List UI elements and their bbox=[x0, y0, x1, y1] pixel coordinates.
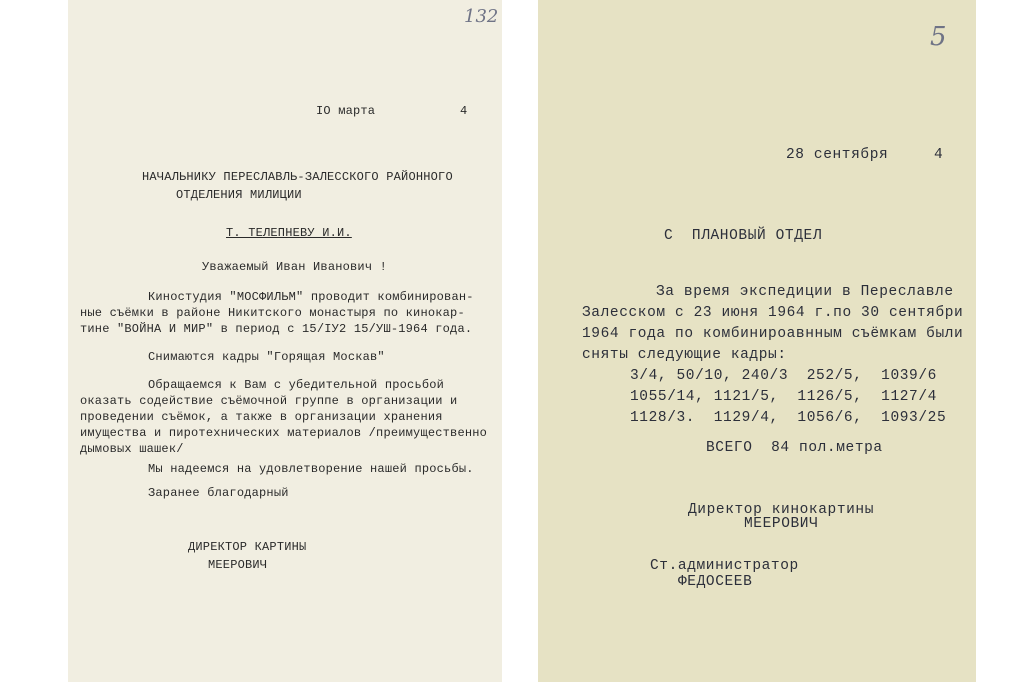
director-name: МЕЕРОВИЧ bbox=[744, 516, 819, 532]
document-right bbox=[538, 0, 976, 682]
admin-name: ФЕДОСЕЕВ bbox=[678, 574, 753, 590]
page-number: 5 bbox=[930, 22, 947, 52]
paragraph-4: Мы надеемся на удовлетворение нашей просьбы. bbox=[148, 462, 474, 476]
frames-line-2: 1055/14, 1121/5, 1126/5, 1127/4 bbox=[630, 389, 937, 405]
paragraph-3-line-1: Обращаемся к Вам с убедительной просьбой bbox=[148, 378, 445, 392]
body-line-3: 1964 года по комбинироавнным съёмкам были bbox=[582, 326, 964, 342]
paragraph-1-line-3: тине "ВОЙНА И МИР" в период с 15/IУ2 15/УШ-1964 года. bbox=[80, 322, 473, 336]
total: ВСЕГО 84 пол.метра bbox=[706, 440, 883, 456]
addressee: С ПЛАНОВЫЙ ОТДЕЛ bbox=[664, 228, 823, 244]
frames-line-3: 1128/3. 1129/4, 1056/6, 1093/25 bbox=[630, 410, 947, 426]
paragraph-3-line-4: имущества и пиротехнических материалов /преимущественно bbox=[80, 426, 488, 440]
page-number: 132 bbox=[464, 6, 499, 27]
signature-name: МЕЕРОВИЧ bbox=[208, 558, 268, 572]
paragraph-3-line-2: оказать содействие съёмочной группе в организации и bbox=[80, 394, 458, 408]
closing: Заранее благодарный bbox=[148, 486, 289, 500]
body-line-1: За время экспедиции в Переславле bbox=[656, 284, 954, 300]
letter-date: IO марта bbox=[316, 104, 376, 118]
memo-date: 28 сентября bbox=[786, 147, 889, 163]
document-left bbox=[68, 0, 502, 682]
admin-title: Ст.администратор bbox=[650, 558, 799, 574]
director-title: Директор кинокартины bbox=[688, 502, 875, 518]
memo-date-number: 4 bbox=[934, 147, 944, 163]
addressee-line-1: НАЧАЛЬНИКУ ПЕРЕСЛАВЛЬ-ЗАЛЕССКОГО РАЙОННОГО bbox=[142, 170, 453, 184]
paragraph-2: Снимаются кадры "Горящая Москав" bbox=[148, 350, 385, 364]
paragraph-3-line-5: дымовых шашек/ bbox=[80, 442, 184, 456]
paragraph-3-line-3: проведении съёмок, а также в организации хранения bbox=[80, 410, 443, 424]
signature-title: ДИРЕКТОР КАРТИНЫ bbox=[188, 540, 307, 554]
addressee-line-2: ОТДЕЛЕНИЯ МИЛИЦИИ bbox=[176, 188, 302, 202]
body-line-2: Залесском с 23 июня 1964 г.по 30 сентябри bbox=[582, 305, 964, 321]
frames-line-1: 3/4, 50/10, 240/3 252/5, 1039/6 bbox=[630, 368, 937, 384]
paragraph-1-line-1: Киностудия "МОСФИЛЬМ" проводит комбинирован- bbox=[148, 290, 474, 304]
letter-date-number: 4 bbox=[460, 104, 468, 118]
addressee-name: Т. ТЕЛЕПНЕВУ И.И. bbox=[226, 226, 352, 240]
paragraph-1-line-2: ные съёмки в районе Никитского монастыря по кинокар- bbox=[80, 306, 465, 320]
body-line-4: сняты следующие кадры: bbox=[582, 347, 787, 363]
greeting: Уважаемый Иван Иванович ! bbox=[202, 260, 388, 274]
